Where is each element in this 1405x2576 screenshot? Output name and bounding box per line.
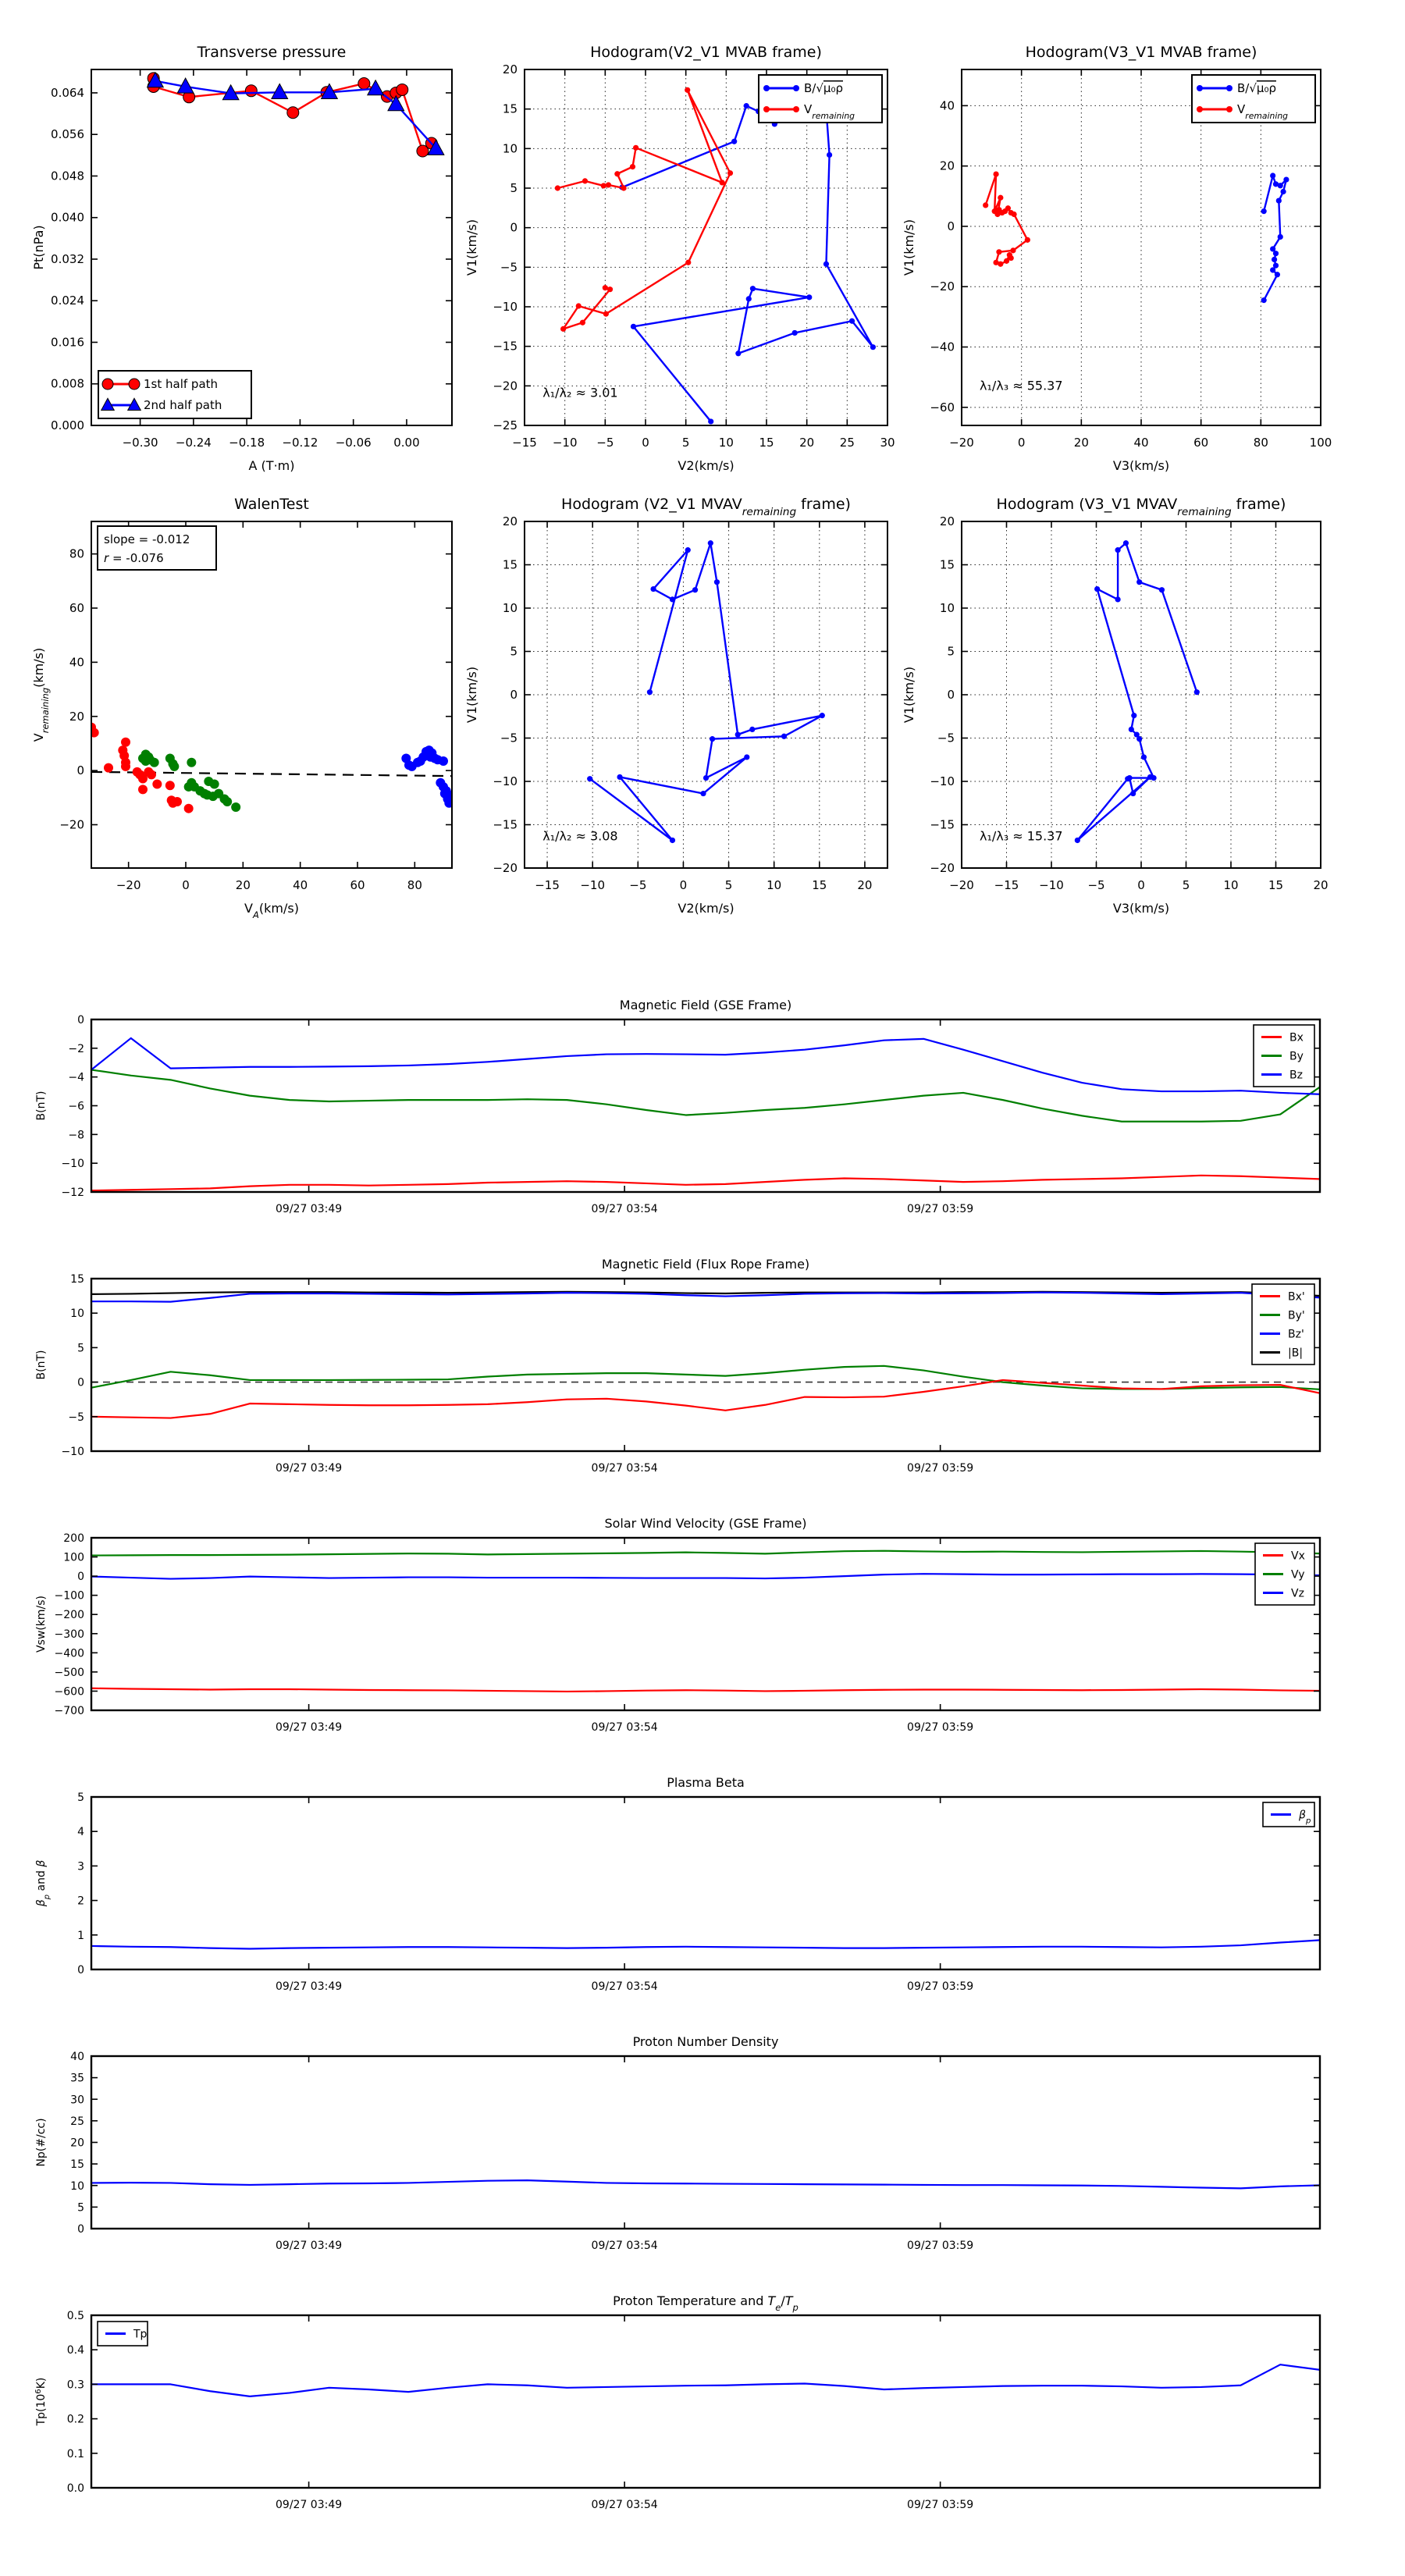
svg-text:−12: −12 <box>61 1187 84 1199</box>
svg-text:200: 200 <box>63 1532 84 1545</box>
svg-text:0: 0 <box>76 763 84 778</box>
svg-text:slope = -0.012: slope = -0.012 <box>104 532 190 546</box>
svg-text:Hodogram (V3_V1 MVAVremaining: Hodogram (V3_V1 $MVAV_{remaining}$ frame) <box>996 496 1286 518</box>
svg-text:80: 80 <box>1253 436 1268 450</box>
svg-text:0.3: 0.3 <box>66 2379 84 2392</box>
svg-text:20: 20 <box>69 709 84 724</box>
svg-text:10: 10 <box>502 141 518 156</box>
svg-text:0.064: 0.064 <box>51 85 84 100</box>
svg-text:40: 40 <box>70 2051 84 2063</box>
svg-text:10: 10 <box>70 2179 84 2193</box>
svg-text:0: 0 <box>947 688 955 702</box>
svg-text:By: By <box>1289 1050 1304 1063</box>
svg-text:−5: −5 <box>500 260 518 275</box>
svg-text:0.024: 0.024 <box>51 294 84 308</box>
svg-text:20: 20 <box>939 514 955 528</box>
svg-text:V1(km/s): V1(km/s) <box>464 666 479 724</box>
svg-text:Vremaining: $V_{remaining}$ <box>1237 102 1289 121</box>
svg-text:60: 60 <box>69 601 84 615</box>
svg-text:V1(km/s): V1(km/s) <box>464 219 479 276</box>
svg-text:30: 30 <box>880 436 895 450</box>
svg-text:−8: −8 <box>68 1129 84 1142</box>
chart-plasma_beta <box>35 1775 1320 1993</box>
svg-text:15: 15 <box>1268 878 1284 892</box>
legend-vsw_gse <box>1255 1543 1314 1605</box>
legend-hodogram_v2v1_mvab <box>759 75 882 123</box>
svg-text:Vremaining: $V_{remaining}$ <box>804 102 855 121</box>
svg-text:Pt(nPa): Pt(nPa) <box>31 225 46 270</box>
svg-text:−15: −15 <box>512 436 537 450</box>
svg-text:5: 5 <box>724 878 733 892</box>
svg-text:10: 10 <box>70 1308 84 1321</box>
svg-text:Bz': Bz' <box>1288 1328 1304 1341</box>
svg-text:0.2: 0.2 <box>66 2413 84 2426</box>
svg-text:09/27 03:59: 09/27 03:59 <box>907 1203 974 1215</box>
svg-text:r = -0.076: r = -0.076 <box>104 551 164 565</box>
svg-text:−200: −200 <box>54 1609 84 1622</box>
svg-text:20: 20 <box>502 514 518 528</box>
svg-text:λ₁/λ₂ ≈ 3.08: λ₁/λ₂ ≈ 3.08 <box>542 828 618 844</box>
legend-transverse_pressure <box>98 371 251 418</box>
svg-text:09/27 03:54: 09/27 03:54 <box>591 2240 658 2252</box>
svg-text:−40: −40 <box>930 340 955 354</box>
svg-text:−5: −5 <box>937 731 955 745</box>
svg-text:−10: −10 <box>1039 878 1064 892</box>
svg-text:09/27 03:49: 09/27 03:49 <box>276 1980 343 1993</box>
svg-text:0: 0 <box>182 878 190 892</box>
svg-text:βp: $\beta_p$ <box>1299 1809 1311 1825</box>
svg-text:Bx: Bx <box>1289 1031 1304 1044</box>
svg-text:0: 0 <box>947 219 955 233</box>
chart-b_gse <box>35 998 1320 1215</box>
svg-text:80: 80 <box>69 546 84 561</box>
svg-text:5: 5 <box>1182 878 1190 892</box>
svg-text:20: 20 <box>502 62 518 76</box>
svg-text:09/27 03:59: 09/27 03:59 <box>907 2499 974 2511</box>
svg-text:09/27 03:54: 09/27 03:54 <box>591 1980 658 1993</box>
svg-text:15: 15 <box>759 436 774 450</box>
legend-plasma_beta <box>1263 1802 1314 1827</box>
svg-text:Vy: Vy <box>1291 1568 1305 1582</box>
svg-text:5: 5 <box>947 644 955 659</box>
svg-text:−20: −20 <box>493 861 518 875</box>
svg-text:−15: −15 <box>930 817 955 832</box>
svg-text:−25: −25 <box>493 418 518 432</box>
svg-text:25: 25 <box>839 436 855 450</box>
svg-text:09/27 03:59: 09/27 03:59 <box>907 1462 974 1475</box>
svg-text:Hodogram(V2_V1 MVAB frame): Hodogram(V2_V1 MVAB frame) <box>590 44 822 61</box>
svg-text:0: 0 <box>642 436 649 450</box>
svg-text:20: 20 <box>1313 878 1329 892</box>
chart-np <box>35 2034 1320 2252</box>
svg-text:0.00: 0.00 <box>393 436 420 450</box>
svg-text:−10: −10 <box>552 436 578 450</box>
svg-text:λ₁/λ₂ ≈ 3.01: λ₁/λ₂ ≈ 3.01 <box>542 385 618 400</box>
svg-text:−10: −10 <box>493 774 518 788</box>
svg-text:20: 20 <box>70 2137 84 2150</box>
svg-text:5: 5 <box>77 1342 84 1355</box>
svg-text:0.048: 0.048 <box>51 169 84 183</box>
svg-text:25: 25 <box>70 2115 84 2128</box>
svg-text:Proton Number Density: Proton Number Density <box>632 2034 779 2049</box>
svg-text:60: 60 <box>1193 436 1209 450</box>
svg-text:−2: −2 <box>68 1042 84 1055</box>
svg-text:−500: −500 <box>54 1666 84 1679</box>
svg-text:−10: −10 <box>493 300 518 314</box>
svg-text:10: 10 <box>767 878 782 892</box>
svg-text:Tp: Tp <box>133 2328 148 2341</box>
svg-text:Solar Wind Velocity (GSE Frame: Solar Wind Velocity (GSE Frame) <box>604 1516 807 1531</box>
svg-text:40: 40 <box>293 878 308 892</box>
svg-text:λ₁/λ₃ ≈ 15.37: λ₁/λ₃ ≈ 15.37 <box>980 828 1063 844</box>
svg-text:−20: −20 <box>493 379 518 393</box>
svg-text:−0.12: −0.12 <box>282 436 318 450</box>
chart-b_flux_rope <box>35 1257 1320 1475</box>
svg-text:−10: −10 <box>61 1158 84 1171</box>
svg-text:−0.24: −0.24 <box>175 436 212 450</box>
svg-text:B/√μ₀ρ: B/√μ₀ρ <box>804 81 843 95</box>
svg-text:A (T·m): A (T·m) <box>248 458 295 473</box>
svg-text:0.016: 0.016 <box>51 335 84 350</box>
svg-text:60: 60 <box>350 878 365 892</box>
chart-transverse_pressure <box>31 44 452 473</box>
svg-text:15: 15 <box>70 1273 84 1286</box>
svg-text:0: 0 <box>510 688 518 702</box>
legend-b_flux_rope <box>1252 1284 1314 1364</box>
svg-text:09/27 03:59: 09/27 03:59 <box>907 1980 974 1993</box>
svg-text:15: 15 <box>70 2158 84 2172</box>
chart-hodogram_v2v1_mvav <box>464 496 887 916</box>
svg-text:09/27 03:49: 09/27 03:49 <box>276 1462 343 1475</box>
svg-text:0: 0 <box>510 220 518 235</box>
svg-text:−0.06: −0.06 <box>335 436 372 450</box>
svg-text:0.0: 0.0 <box>66 2482 84 2495</box>
legend-b_gse <box>1254 1025 1314 1087</box>
svg-text:B(nT): B(nT) <box>35 1091 48 1121</box>
svg-text:Vremaining(km/s): $V_{remaining}(km/s)$ <box>31 647 51 742</box>
chart-walen_test <box>31 496 454 920</box>
svg-text:Np(#/cc): Np(#/cc) <box>35 2118 48 2167</box>
svg-text:40: 40 <box>69 655 84 670</box>
svg-text:−15: −15 <box>493 817 518 832</box>
svg-text:−15: −15 <box>493 339 518 354</box>
chart-vsw_gse <box>35 1516 1320 1734</box>
svg-text:−5: −5 <box>1087 878 1105 892</box>
svg-text:WalenTest: WalenTest <box>234 496 309 513</box>
svg-text:40: 40 <box>939 98 955 113</box>
svg-text:20: 20 <box>1073 436 1089 450</box>
svg-text:20: 20 <box>799 436 815 450</box>
svg-text:0.5: 0.5 <box>66 2310 84 2322</box>
svg-text:−20: −20 <box>949 436 974 450</box>
svg-text:−15: −15 <box>994 878 1019 892</box>
svg-text:0: 0 <box>679 878 688 892</box>
svg-text:5: 5 <box>510 181 518 195</box>
svg-text:0.056: 0.056 <box>51 127 84 142</box>
svg-text:09/27 03:49: 09/27 03:49 <box>276 2499 343 2511</box>
svg-text:15: 15 <box>939 557 955 572</box>
svg-text:−15: −15 <box>535 878 560 892</box>
svg-text:Vsw(km/s): Vsw(km/s) <box>35 1595 48 1653</box>
svg-text:V3(km/s): V3(km/s) <box>1112 458 1170 473</box>
svg-text:−10: −10 <box>580 878 606 892</box>
svg-text:V1(km/s): V1(km/s) <box>902 666 916 724</box>
svg-text:Plasma Beta: Plasma Beta <box>667 1775 745 1790</box>
svg-text:09/27 03:59: 09/27 03:59 <box>907 2240 974 2252</box>
svg-text:09/27 03:54: 09/27 03:54 <box>591 1721 658 1734</box>
legend-hodogram_v3v1_mvab <box>1192 75 1315 123</box>
svg-text:−20: −20 <box>116 878 141 892</box>
svg-text:20: 20 <box>235 878 251 892</box>
svg-text:VA(km/s): $V_A(km/s)$ <box>244 901 299 920</box>
svg-text:−5: −5 <box>629 878 647 892</box>
svg-text:|B|: |B| <box>1288 1347 1304 1360</box>
svg-text:80: 80 <box>407 878 422 892</box>
svg-text:−60: −60 <box>930 400 955 415</box>
svg-text:B(nT): B(nT) <box>35 1350 48 1380</box>
svg-text:−20: −20 <box>930 279 955 294</box>
svg-text:0: 0 <box>1017 436 1026 450</box>
svg-text:Vz: Vz <box>1291 1587 1304 1600</box>
chart-hodogram_v2v1_mvab <box>464 44 895 473</box>
svg-text:09/27 03:54: 09/27 03:54 <box>591 2499 658 2511</box>
svg-text:5: 5 <box>77 1791 84 1804</box>
svg-text:0: 0 <box>77 1571 84 1584</box>
svg-text:0: 0 <box>1137 878 1145 892</box>
svg-text:10: 10 <box>502 601 518 615</box>
svg-text:By': By' <box>1288 1309 1305 1322</box>
svg-text:0: 0 <box>77 1014 84 1026</box>
svg-text:−0.30: −0.30 <box>122 436 158 450</box>
svg-text:Vx: Vx <box>1291 1550 1305 1563</box>
svg-text:−20: −20 <box>949 878 974 892</box>
svg-text:20: 20 <box>939 158 955 173</box>
svg-text:Hodogram (V2_V1 MVAVremaining: Hodogram (V2_V1 $MVAV_{remaining}$ frame) <box>561 496 851 518</box>
svg-text:Tp(106K): $Tp(10^6K)$ <box>34 2377 48 2426</box>
svg-text:−10: −10 <box>930 774 955 788</box>
svg-text:−100: −100 <box>54 1589 84 1603</box>
svg-text:0: 0 <box>77 2223 84 2236</box>
chart-hodogram_v3v1_mvab <box>902 44 1332 473</box>
chart-tp <box>34 2293 1321 2511</box>
legend-tp <box>98 2322 148 2346</box>
svg-text:10: 10 <box>718 436 734 450</box>
svg-text:V2(km/s): V2(km/s) <box>678 901 735 916</box>
svg-text:0.4: 0.4 <box>66 2344 84 2357</box>
svg-text:10: 10 <box>939 601 955 615</box>
svg-text:−6: −6 <box>68 1100 84 1113</box>
svg-text:09/27 03:49: 09/27 03:49 <box>276 1721 343 1734</box>
svg-text:−20: −20 <box>930 861 955 875</box>
svg-text:2: 2 <box>77 1895 84 1908</box>
svg-text:15: 15 <box>502 101 518 116</box>
svg-text:1st half path: 1st half path <box>144 377 219 391</box>
svg-text:40: 40 <box>1133 436 1149 450</box>
svg-text:09/27 03:49: 09/27 03:49 <box>276 2240 343 2252</box>
svg-text:Magnetic Field (GSE Frame): Magnetic Field (GSE Frame) <box>619 998 792 1012</box>
svg-text:4: 4 <box>77 1826 84 1839</box>
svg-text:35: 35 <box>70 2072 84 2085</box>
svg-text:0: 0 <box>77 1376 84 1389</box>
svg-text:2nd half path: 2nd half path <box>144 398 222 412</box>
svg-text:10: 10 <box>1223 878 1239 892</box>
chart-hodogram_v3v1_mvav <box>902 496 1329 916</box>
svg-text:V3(km/s): V3(km/s) <box>1112 901 1170 916</box>
svg-text:−400: −400 <box>54 1647 84 1660</box>
svg-text:0.040: 0.040 <box>51 210 84 225</box>
svg-text:0.008: 0.008 <box>51 376 84 391</box>
svg-text:λ₁/λ₃ ≈ 55.37: λ₁/λ₃ ≈ 55.37 <box>980 378 1063 393</box>
svg-text:−20: −20 <box>59 817 84 832</box>
svg-text:−0.18: −0.18 <box>229 436 265 450</box>
svg-text:09/27 03:54: 09/27 03:54 <box>591 1462 658 1475</box>
svg-text:Magnetic Field (Flux Rope Fram: Magnetic Field (Flux Rope Frame) <box>601 1257 810 1272</box>
svg-text:Bx': Bx' <box>1288 1290 1305 1304</box>
svg-text:−700: −700 <box>54 1705 84 1717</box>
svg-text:Hodogram(V3_V1 MVAB frame): Hodogram(V3_V1 MVAB frame) <box>1025 44 1257 61</box>
svg-text:V2(km/s): V2(km/s) <box>678 458 735 473</box>
svg-text:−600: −600 <box>54 1685 84 1699</box>
svg-text:Proton Temperature and Te/Tp: Proton Temperature and $T_e/T_p$ <box>613 2293 799 2313</box>
svg-text:−4: −4 <box>68 1071 84 1084</box>
svg-text:0.000: 0.000 <box>51 418 84 432</box>
svg-text:20: 20 <box>857 878 873 892</box>
svg-text:0: 0 <box>77 1964 84 1976</box>
svg-text:5: 5 <box>681 436 690 450</box>
svg-text:−5: −5 <box>596 436 614 450</box>
svg-text:100: 100 <box>63 1551 84 1564</box>
svg-text:30: 30 <box>70 2094 84 2107</box>
svg-text:09/27 03:59: 09/27 03:59 <box>907 1721 974 1734</box>
svg-text:0.032: 0.032 <box>51 251 84 266</box>
svg-text:5: 5 <box>510 644 518 659</box>
svg-text:−300: −300 <box>54 1628 84 1641</box>
svg-text:15: 15 <box>812 878 827 892</box>
svg-text:βp and β: $\beta_p$ and β <box>35 1859 52 1907</box>
svg-text:0.1: 0.1 <box>66 2447 84 2460</box>
svg-text:1: 1 <box>77 1929 84 1942</box>
svg-text:5: 5 <box>77 2201 84 2215</box>
svg-text:B/√μ₀ρ: B/√μ₀ρ <box>1237 81 1276 95</box>
svg-text:09/27 03:49: 09/27 03:49 <box>276 1203 343 1215</box>
svg-text:Transverse pressure: Transverse pressure <box>197 44 347 61</box>
svg-text:V1(km/s): V1(km/s) <box>902 219 916 276</box>
svg-text:Bz: Bz <box>1289 1069 1303 1082</box>
svg-text:09/27 03:54: 09/27 03:54 <box>591 1203 658 1215</box>
svg-text:3: 3 <box>77 1860 84 1873</box>
svg-text:100: 100 <box>1309 436 1332 450</box>
svg-text:−5: −5 <box>500 731 518 745</box>
svg-text:15: 15 <box>502 557 518 572</box>
svg-text:−10: −10 <box>61 1446 84 1458</box>
svg-text:−5: −5 <box>68 1411 84 1424</box>
